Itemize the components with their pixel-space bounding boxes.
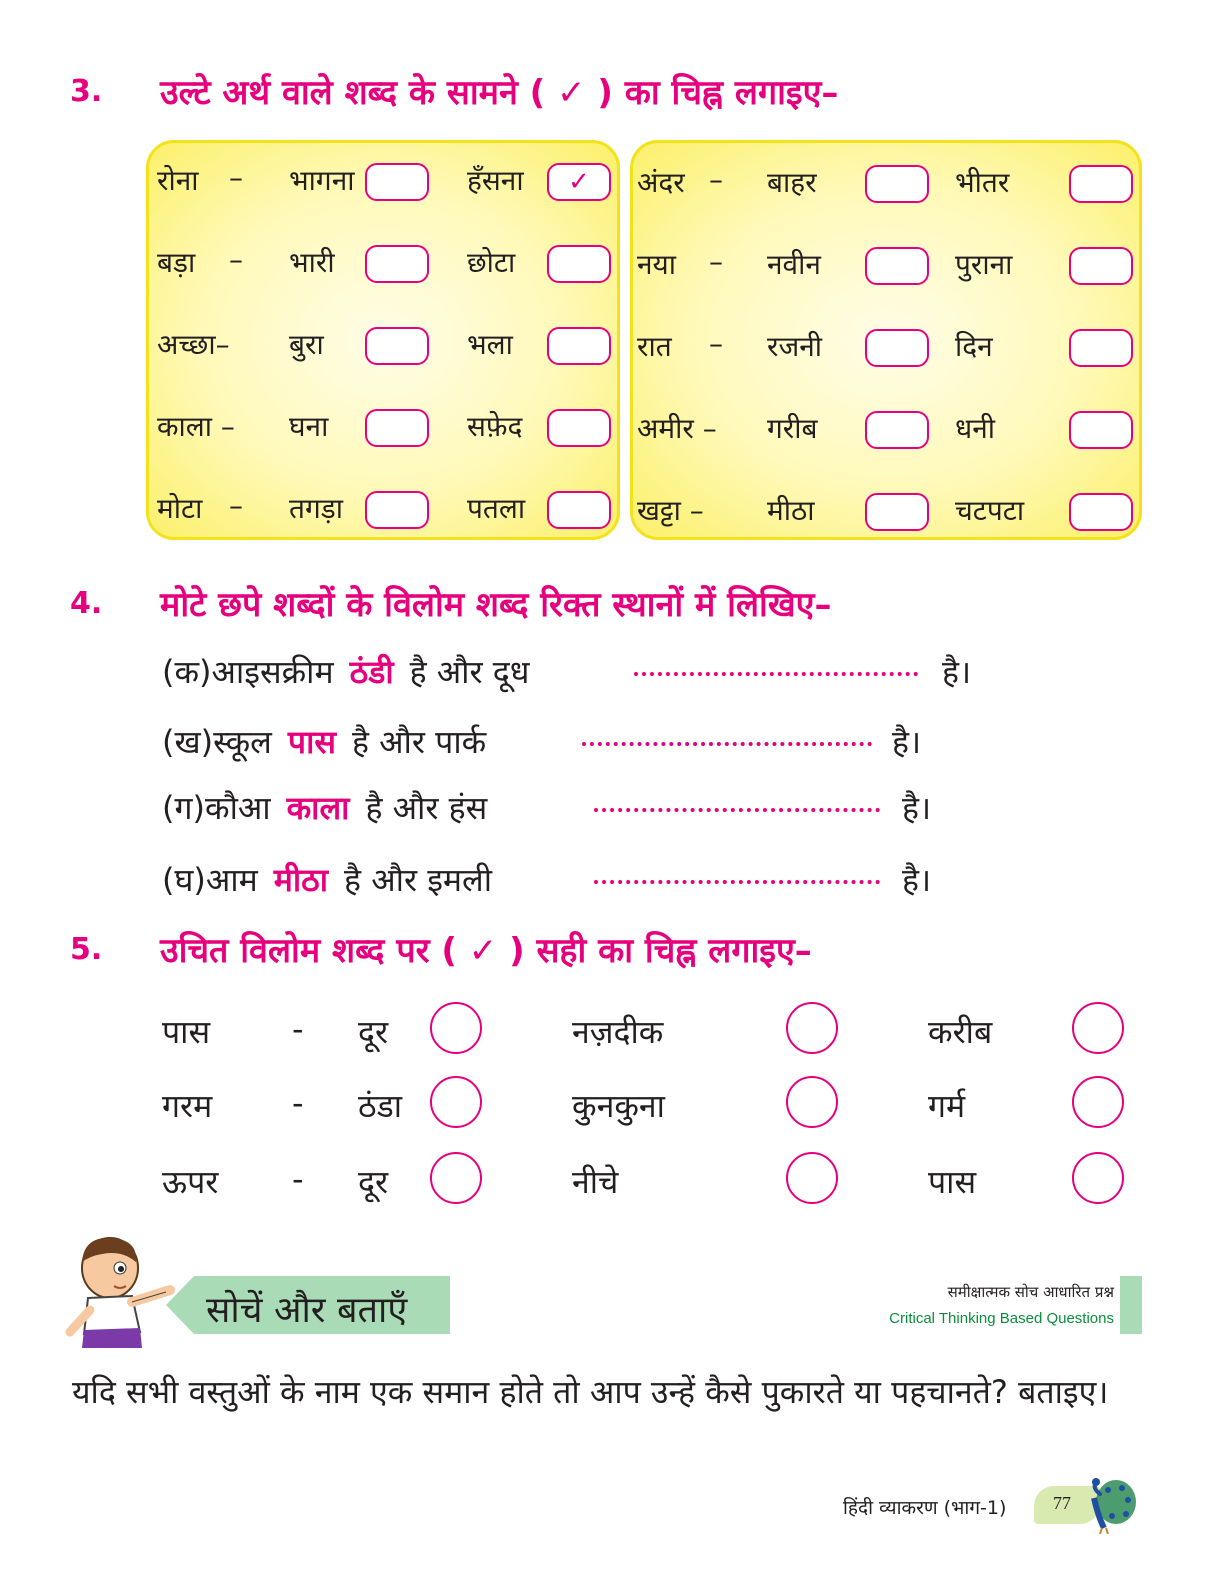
q3-right-row: [633, 315, 1139, 375]
answer-checkbox[interactable]: [365, 491, 429, 529]
q3-heading: [70, 68, 838, 114]
answer-circle[interactable]: [786, 1076, 838, 1128]
option-word: बुरा: [289, 328, 324, 361]
option-word: घना: [289, 410, 329, 443]
item-end: है।: [892, 723, 922, 761]
base-word: बड़ा: [157, 246, 196, 279]
answer-blank[interactable]: [582, 742, 872, 748]
base-word: रात: [637, 330, 672, 363]
option-word: नवीन: [767, 248, 821, 281]
base-word: अमीर –: [637, 412, 717, 445]
option-word: दिन: [955, 330, 993, 363]
think-question: यदि सभी वस्तुओं के नाम एक समान होते तो आप उन्हें कैसे पुकारते या पहचानते? बताइए।: [72, 1373, 1109, 1411]
answer-checkbox[interactable]: [547, 327, 611, 365]
answer-checkbox[interactable]: [865, 411, 929, 449]
option-word: भला: [467, 328, 513, 361]
answer-checkbox[interactable]: [865, 247, 929, 285]
option-word: मीठा: [767, 494, 815, 527]
fill-blank-item: [162, 650, 972, 693]
answer-circle[interactable]: [430, 1152, 482, 1204]
dash: –: [709, 327, 723, 360]
answer-circle[interactable]: [430, 1076, 482, 1128]
base-word: पास: [162, 1013, 211, 1051]
dash: –: [229, 489, 243, 522]
q3-left-row: [149, 477, 617, 537]
base-word: अच्छा–: [157, 328, 230, 361]
answer-circle[interactable]: [786, 1002, 838, 1054]
answer-checkbox[interactable]: [1069, 411, 1133, 449]
bold-word: पास: [287, 723, 336, 761]
answer-circle[interactable]: [430, 1002, 482, 1054]
q4-number: 4.: [70, 585, 103, 621]
critical-thinking-tag-hindi: समीक्षात्मक सोच आधारित प्रश्न: [947, 1283, 1114, 1301]
item-pre: आम: [205, 861, 258, 899]
fill-blank-item: [162, 858, 932, 901]
q4-heading: [70, 580, 831, 626]
option-word: बाहर: [767, 166, 817, 199]
answer-checkbox[interactable]: [865, 493, 929, 531]
item-end: है।: [902, 861, 932, 899]
option-word: पुराना: [955, 248, 1013, 281]
option-word: छोटा: [467, 246, 516, 279]
dash: -: [292, 1084, 304, 1122]
option-word: कुनकुना: [572, 1087, 665, 1125]
answer-checkbox[interactable]: [1069, 247, 1133, 285]
option-word: तगड़ा: [289, 492, 343, 525]
q3-right-panel: [630, 140, 1142, 540]
answer-circle[interactable]: [1072, 1152, 1124, 1204]
q5-row: [0, 1152, 1224, 1222]
q3-left-row: [149, 149, 617, 209]
option-word: सफ़ेद: [467, 410, 523, 443]
peacock-icon: [1082, 1476, 1138, 1534]
q3-title: उल्टे अर्थ वाले शब्द के सामने ( ✓ ) का चिह्न लगाइए–: [160, 73, 839, 113]
item-post: है और पार्क: [352, 723, 487, 761]
bold-word: ठंडी: [349, 653, 394, 691]
item-post: है और दूध: [409, 653, 530, 691]
item-label: (क): [162, 653, 212, 691]
page-number: 77: [1053, 1493, 1071, 1513]
option-word: ठंडा: [358, 1087, 403, 1125]
dash: -: [292, 1010, 304, 1048]
answer-checkbox[interactable]: [547, 409, 611, 447]
option-word: भारी: [289, 246, 335, 279]
option-word: दूर: [358, 1013, 389, 1051]
dash: –: [709, 163, 723, 196]
base-word: ऊपर: [162, 1163, 219, 1201]
option-word: भीतर: [955, 166, 1010, 199]
bold-word: मीठा: [273, 861, 329, 899]
q3-right-row: [633, 397, 1139, 457]
think-banner-label: सोचें और बताएँ: [206, 1290, 408, 1331]
base-word: काला –: [157, 410, 235, 443]
critical-thinking-tag-english: Critical Thinking Based Questions: [889, 1310, 1114, 1327]
q5-title: उचित विलोम शब्द पर ( ✓ ) सही का चिह्न लगाइए–: [160, 931, 812, 971]
q5-row: [0, 1002, 1224, 1072]
answer-checkbox[interactable]: [365, 327, 429, 365]
dash: –: [229, 161, 243, 194]
item-pre: स्कूल: [213, 723, 272, 761]
base-word: गरम: [162, 1087, 213, 1125]
base-word: मोटा: [157, 492, 203, 525]
check-mark-icon: ✓: [568, 167, 590, 197]
option-word: हँसना: [467, 164, 524, 197]
item-post: है और हंस: [365, 789, 488, 827]
option-word: भागना: [289, 164, 355, 197]
bold-word: काला: [286, 789, 350, 827]
answer-checkbox[interactable]: [365, 245, 429, 283]
item-label: (ख): [162, 723, 214, 761]
answer-checkbox[interactable]: [547, 491, 611, 529]
q5-row: [0, 1076, 1224, 1146]
answer-checkbox[interactable]: [1069, 329, 1133, 367]
option-word: गरीब: [767, 412, 818, 445]
answer-circle[interactable]: [1072, 1076, 1124, 1128]
option-word: पास: [928, 1163, 977, 1201]
q5-number: 5.: [70, 931, 103, 967]
answer-blank[interactable]: [594, 880, 880, 886]
item-label: (घ): [162, 861, 206, 899]
option-word: पतला: [467, 492, 526, 525]
answer-checkbox[interactable]: [547, 163, 611, 201]
answer-checkbox[interactable]: [865, 165, 929, 203]
q3-number: 3.: [70, 73, 103, 109]
dash: –: [229, 243, 243, 276]
answer-circle[interactable]: [1072, 1002, 1124, 1054]
q3-left-row: [149, 231, 617, 291]
base-word: नया: [637, 248, 677, 281]
q5-heading: [70, 926, 812, 972]
answer-checkbox[interactable]: [365, 163, 429, 201]
item-pre: कौआ: [205, 789, 271, 827]
answer-blank[interactable]: [634, 672, 918, 678]
dash: –: [709, 245, 723, 278]
q3-left-row: [149, 395, 617, 455]
q3-right-row: [633, 233, 1139, 293]
option-word: धनी: [955, 412, 996, 445]
answer-blank[interactable]: [594, 808, 880, 814]
answer-checkbox[interactable]: [1069, 493, 1133, 531]
answer-checkbox[interactable]: [547, 245, 611, 283]
item-end: है।: [902, 789, 932, 827]
base-word: खट्टा –: [637, 494, 704, 527]
item-label: (ग): [162, 789, 205, 827]
base-word: अंदर: [637, 166, 685, 199]
q3-right-row: [633, 479, 1139, 539]
option-word: करीब: [928, 1013, 993, 1051]
fill-blank-item: [162, 720, 922, 763]
fill-blank-item: [162, 786, 932, 829]
option-word: रजनी: [767, 330, 823, 363]
option-word: दूर: [358, 1163, 389, 1201]
answer-checkbox[interactable]: [1069, 165, 1133, 203]
answer-checkbox[interactable]: [365, 409, 429, 447]
answer-circle[interactable]: [786, 1152, 838, 1204]
item-pre: आइसक्रीम: [211, 653, 334, 691]
q3-left-panel: [146, 140, 620, 540]
q4-title: मोटे छपे शब्दों के विलोम शब्द रिक्त स्थानों में लिखिए–: [160, 585, 832, 625]
q3-right-row: [633, 151, 1139, 211]
item-end: है।: [942, 653, 972, 691]
answer-checkbox[interactable]: [865, 329, 929, 367]
option-word: नज़दीक: [572, 1013, 664, 1051]
tag-accent-bar: [1120, 1276, 1142, 1334]
q3-left-row: [149, 313, 617, 373]
base-word: रोना: [157, 164, 199, 197]
book-title: हिंदी व्याकरण (भाग-1): [843, 1497, 1007, 1519]
option-word: नीचे: [572, 1163, 619, 1201]
dash: -: [292, 1160, 304, 1198]
item-post: है और इमली: [344, 861, 493, 899]
option-word: गर्म: [928, 1087, 966, 1125]
option-word: चटपटा: [955, 494, 1025, 527]
boy-illustration: [62, 1232, 182, 1350]
